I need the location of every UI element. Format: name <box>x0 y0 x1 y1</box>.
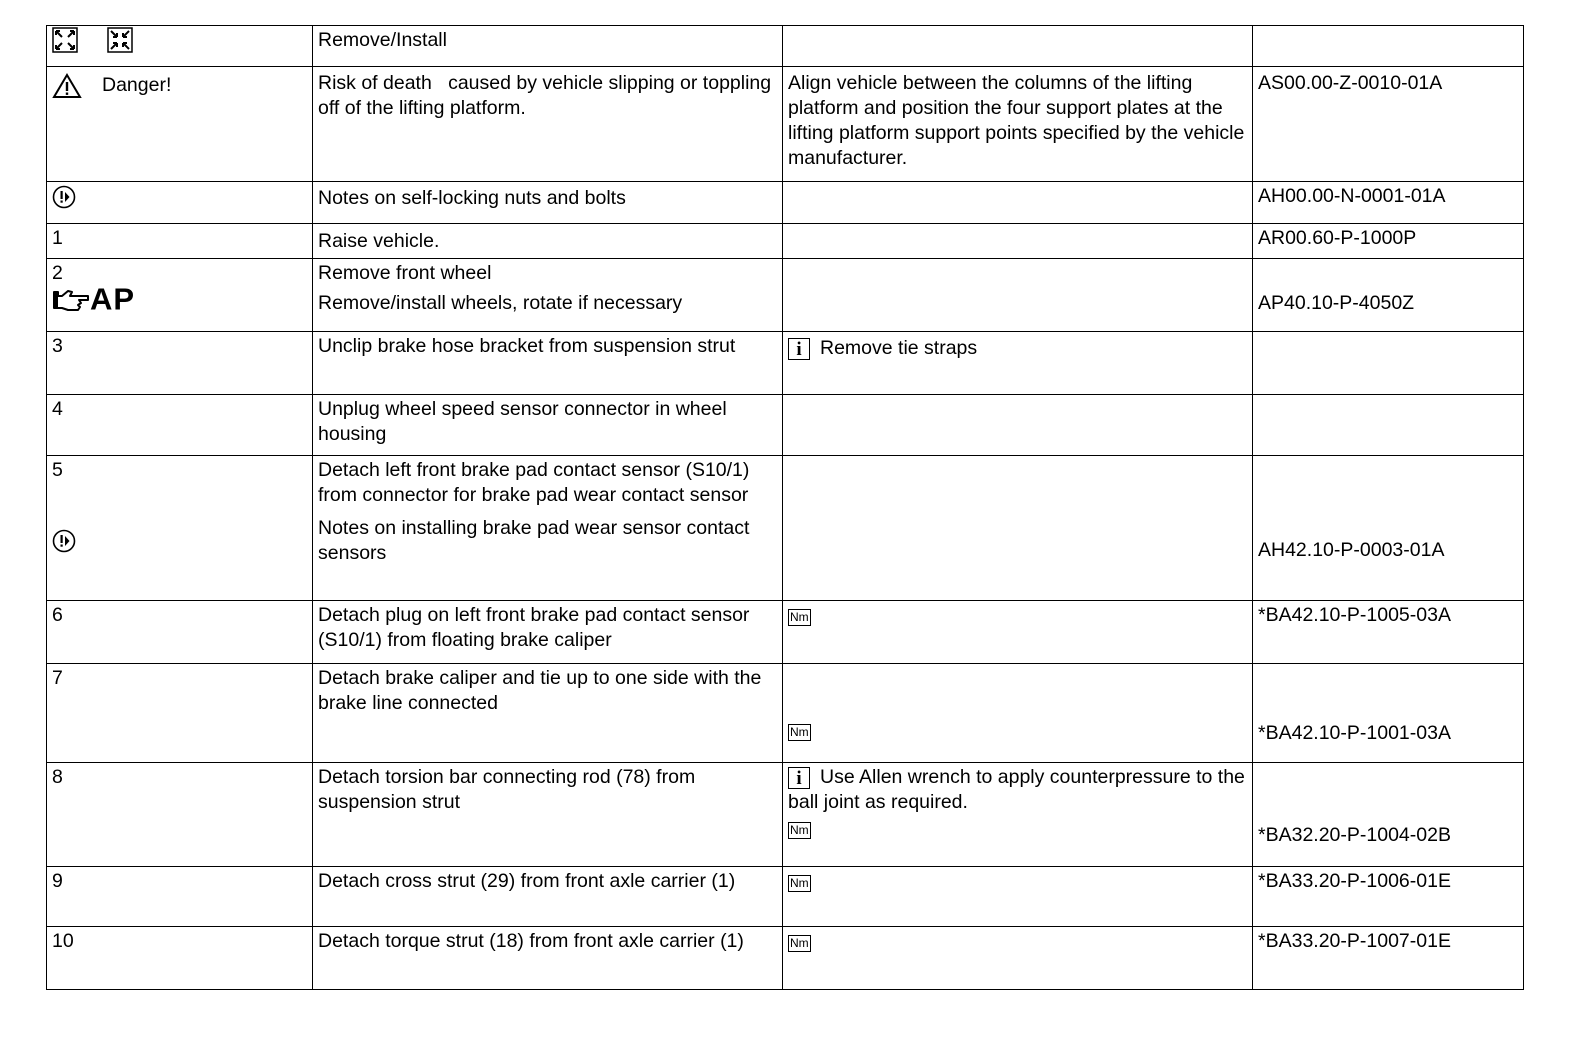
danger-ref: AS00.00-Z-0010-01A <box>1253 67 1524 182</box>
step-row <box>47 664 1524 763</box>
step-empty-cell <box>783 224 1253 259</box>
step-text: Remove front wheel <box>318 262 492 284</box>
step-text: Detach cross strut (29) from front axle carrier (1) <box>313 867 783 927</box>
note-icon <box>52 529 76 553</box>
torque-icon: Nm <box>790 935 809 950</box>
step-ref: AH42.10-P-0003-01A <box>1258 539 1445 561</box>
step-info: Remove tie straps <box>820 337 978 359</box>
note-ref: AH00.00-N-0001-01A <box>1253 182 1524 224</box>
step-number: 8 <box>47 763 313 867</box>
ap-label: AP <box>90 281 136 317</box>
torque-icon: Nm <box>790 875 809 890</box>
step-ref: AR00.60-P-1000P <box>1253 224 1524 259</box>
procedure-table <box>46 25 1524 990</box>
step-ref-cell <box>1253 456 1524 601</box>
step-number: 10 <box>47 927 313 990</box>
step-ref: *BA42.10-P-1005-03A <box>1253 601 1524 664</box>
torque-icon: Nm <box>790 725 809 739</box>
step-torque-cell <box>783 867 1253 927</box>
header-empty-cell <box>783 26 1253 67</box>
note-icon-cell <box>47 182 313 224</box>
step-sub-text: Notes on installing brake pad wear sensor contact sensors <box>318 517 750 564</box>
step-sub-text: Remove/install wheels, rotate if necessary <box>318 292 683 314</box>
step-ref-cell <box>1253 664 1524 763</box>
danger-label: Danger! <box>102 74 172 97</box>
danger-risk-lead: Risk of death <box>318 72 432 94</box>
step-number: 5 <box>52 459 63 481</box>
step-number: 6 <box>47 601 313 664</box>
header-action: Remove/Install <box>313 26 783 67</box>
step-torque-cell <box>783 927 1253 990</box>
step-text: Detach torque strut (18) from front axle carrier (1) <box>313 927 783 990</box>
note-row <box>47 182 1524 224</box>
step-empty-cell <box>783 456 1253 601</box>
header-empty-ref-cell <box>1253 26 1524 67</box>
step-number-cell <box>47 259 313 332</box>
step-text-cell <box>313 456 783 601</box>
step-empty-cell <box>783 259 1253 332</box>
step-ref: *BA42.10-P-1001-03A <box>1258 722 1451 744</box>
step-row <box>47 224 1524 259</box>
step-info-cell <box>783 332 1253 395</box>
step-number: 3 <box>47 332 313 395</box>
step-text-cell <box>313 259 783 332</box>
step-empty-ref-cell <box>1253 332 1524 395</box>
danger-risk-text: caused by vehicle slipping or toppling off of the lifting platform. <box>318 72 772 119</box>
step-info: Use Allen wrench to apply counterpressure to the ball joint as required. <box>788 766 1245 813</box>
step-ref: *BA33.20-P-1007-01E <box>1253 927 1524 990</box>
step-number: 9 <box>47 867 313 927</box>
header-row <box>47 26 1524 67</box>
danger-risk-cell <box>313 67 783 182</box>
danger-instruction: Align vehicle between the columns of the lifting platform and position the four support plates at the lifting platform support points specified by the vehicle manufacturer. <box>783 67 1253 182</box>
danger-label-cell <box>47 67 313 182</box>
step-text: Unplug wheel speed sensor connector in wheel housing <box>313 395 783 456</box>
step-number: 1 <box>47 224 313 259</box>
step-ref: AP40.10-P-4050Z <box>1258 292 1415 314</box>
note-text: Notes on self-locking nuts and bolts <box>313 182 783 224</box>
warning-triangle-icon <box>52 73 82 99</box>
step-text: Raise vehicle. <box>313 224 783 259</box>
step-ref: *BA33.20-P-1006-01E <box>1253 867 1524 927</box>
step-empty-cell <box>783 395 1253 456</box>
pointing-hand-icon <box>52 288 90 312</box>
step-info-cell <box>783 763 1253 867</box>
step-ref-cell <box>1253 763 1524 867</box>
danger-row <box>47 67 1524 182</box>
step-row <box>47 395 1524 456</box>
header-icons-cell <box>47 26 313 67</box>
note-empty-cell <box>783 182 1253 224</box>
torque-icon: Nm <box>790 609 809 624</box>
note-icon <box>52 185 76 209</box>
step-torque-cell <box>783 601 1253 664</box>
step-row <box>47 456 1524 601</box>
step-row <box>47 867 1524 927</box>
step-number-cell <box>47 456 313 601</box>
step-ref-cell <box>1253 259 1524 332</box>
info-icon: i <box>788 338 810 360</box>
step-row <box>47 259 1524 332</box>
remove-icon <box>52 27 78 53</box>
step-row <box>47 927 1524 990</box>
step-number: 4 <box>47 395 313 456</box>
step-empty-ref-cell <box>1253 395 1524 456</box>
step-text: Detach brake caliper and tie up to one side with the brake line connected <box>313 664 783 763</box>
step-row <box>47 332 1524 395</box>
info-icon: i <box>788 767 810 789</box>
step-text: Unclip brake hose bracket from suspension strut <box>313 332 783 395</box>
install-icon <box>107 27 133 53</box>
step-number: 7 <box>47 664 313 763</box>
step-number: 2 <box>52 262 63 284</box>
step-text: Detach plug on left front brake pad contact sensor (S10/1) from floating brake caliper <box>313 601 783 664</box>
step-text: Detach left front brake pad contact sensor (S10/1) from connector for brake pad wear contact sensor <box>318 459 750 506</box>
step-ref: *BA32.20-P-1004-02B <box>1258 824 1451 846</box>
step-torque-cell <box>783 664 1253 763</box>
step-text: Detach torsion bar connecting rod (78) from suspension strut <box>313 763 783 867</box>
torque-icon: Nm <box>790 823 809 838</box>
step-row <box>47 601 1524 664</box>
step-row <box>47 763 1524 867</box>
